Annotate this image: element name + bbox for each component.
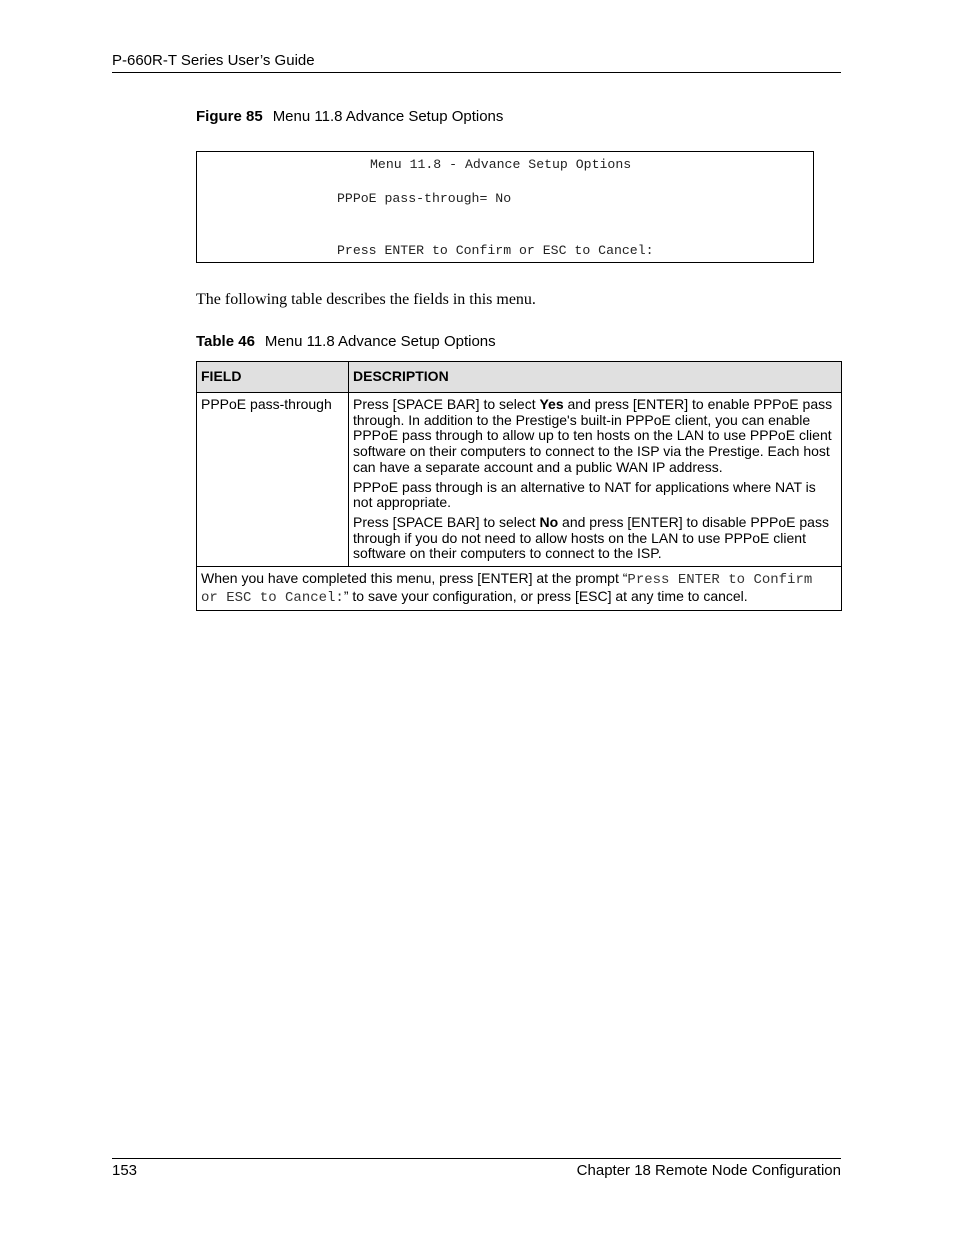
prompt-code: Press ENTER to Confirm or ESC to Cancel: — [201, 572, 813, 606]
field-description-table — [196, 361, 842, 611]
figure-title: Menu 11.8 Advance Setup Options — [272, 108, 504, 125]
header-divider — [112, 72, 841, 73]
table-row — [197, 393, 842, 567]
chapter-title: Chapter 18 Remote Node Configuration — [576, 1162, 841, 1179]
description-paragraph: PPPoE pass through is an alternative to NAT for applications where NAT is not appropriate. — [353, 478, 816, 511]
description-paragraph — [353, 397, 837, 476]
description-text: Press [SPACE BAR] to select — [353, 513, 540, 530]
menu-screen-title: Menu 11.8 - Advance Setup Options — [370, 157, 632, 172]
table-footer-row — [197, 567, 842, 611]
note-text: When you have completed this menu, press [ENTER] at the prompt “ — [201, 570, 628, 587]
footer-divider — [112, 1158, 841, 1159]
pppoe-passthrough-field: PPPoE pass-through= No — [337, 191, 512, 206]
option-yes: Yes — [539, 396, 564, 412]
menu-screen — [196, 151, 814, 263]
column-header-field: FIELD — [197, 362, 349, 393]
option-no: No — [539, 513, 559, 530]
description-cell — [349, 393, 842, 567]
running-header-title: P-660R-T Series User’s Guide — [112, 52, 315, 69]
completion-note-cell — [197, 567, 842, 611]
page-number: 153 — [112, 1162, 138, 1179]
description-paragraph — [353, 515, 837, 562]
description-text: Press [SPACE BAR] to select — [353, 396, 540, 412]
figure-label: Figure 85 — [196, 108, 263, 125]
confirm-prompt: Press ENTER to Confirm or ESC to Cancel: — [337, 243, 654, 258]
intro-paragraph: The following table describes the fields in this menu. — [196, 291, 536, 308]
table-title: Menu 11.8 Advance Setup Options — [264, 333, 496, 350]
description-text: and press [ENTER] to enable PPPoE pass through. In addition to the Prestige's built-in PPPoE client, you can enable PPPoE pass through to allow up to ten hosts on the LAN to use PPPoE client software on their computers to connect to the ISP via the Prestige. Each host can have a separate account and a public WAN IP address. — [353, 396, 833, 475]
column-header-description: DESCRIPTION — [349, 362, 842, 393]
table-header-row — [197, 362, 842, 393]
table-label: Table 46 — [196, 333, 255, 350]
figure-caption — [196, 108, 503, 125]
field-name-cell: PPPoE pass-through — [197, 393, 349, 567]
note-text: ” to save your configuration, or press [ESC] at any time to cancel. — [343, 587, 748, 604]
table-caption — [196, 333, 496, 350]
description-text: and press [ENTER] to disable PPPoE pass through if you do not need to allow hosts on the LAN to use PPPoE client software on their computers to connect to the ISP. — [353, 513, 829, 562]
